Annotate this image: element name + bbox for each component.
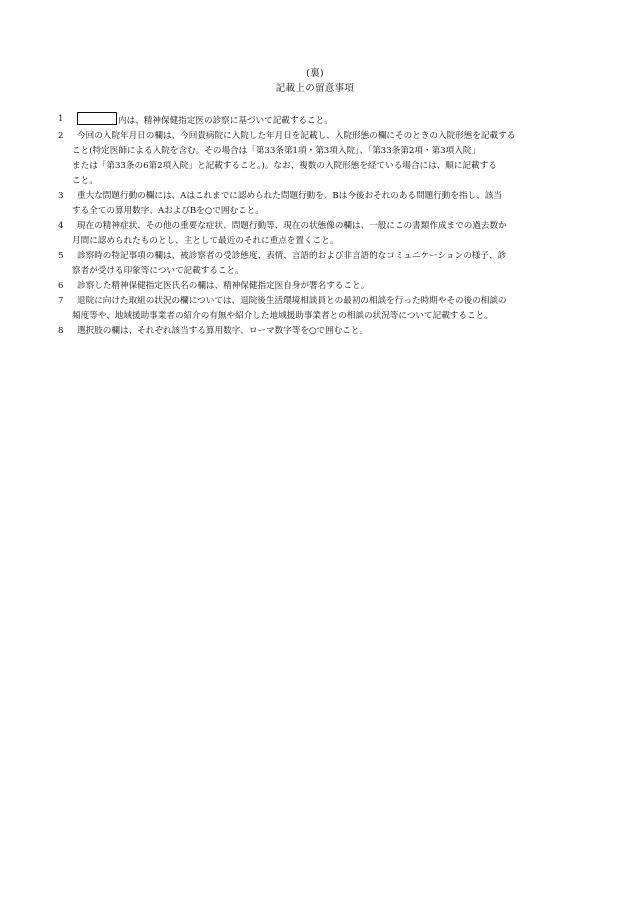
note-text: 内は、精神保健指定医の診察に基づいて記載すること。: [118, 116, 333, 126]
note-text: 診察した精神保健指定医氏名の欄は、精神保健指定医自身が署名すること。: [77, 281, 370, 291]
note-item-8: [58, 324, 588, 339]
page-title: 記載上の留意事項: [275, 83, 355, 94]
note-number: 4: [58, 221, 64, 231]
note-item-7: [58, 294, 588, 324]
note-number: 8: [58, 326, 64, 336]
back-side-label: (裏): [306, 68, 324, 79]
note-item-4: [58, 219, 588, 249]
note-text: 診察時の特記事項の欄は、被診察者の受診態度、表情、言語的および非言語的なコミュニケーションの様子、診 察者が受ける印象等について記載すること。: [72, 251, 507, 276]
note-item-5: [58, 249, 588, 279]
note-text: 退院に向けた取組の状況の欄については、退院後生活環境相談員との最初の相談を行った時期やその後の相談の 頻度等や、地域援助事業者の紹介の有無や紹介した地域援助事業者との相談の状況等について記載すること。: [72, 296, 507, 321]
note-number: 3: [58, 191, 64, 201]
notes-list: [58, 112, 588, 339]
note-text: 選択肢の欄は、それぞれ該当する算用数字、ローマ数字等を○で囲むこと。: [77, 326, 369, 336]
note-number: 1: [58, 114, 64, 124]
note-text: 現在の精神症状、その他の重要な症状、問題行動等、現在の状態像の欄は、一般にこの書類作成までの過去数か 月間に認められたものとし、主として最近のそれに重点を置くこと。: [72, 221, 507, 246]
note-text: 重大な問題行動の欄には、Aはこれまでに認められた問題行動を、Bは今後おそれのある問題行動を指し、該当 する全ての算用数字、AおよびBを○で囲むこと。: [72, 191, 503, 216]
note-number: 5: [58, 251, 64, 261]
note-number: 7: [58, 296, 64, 306]
note-number: 6: [58, 281, 64, 291]
note-item-2: [58, 129, 588, 189]
note-item-3: [58, 189, 588, 219]
blank-box-symbol: [77, 112, 117, 125]
note-item-1: [58, 112, 588, 129]
note-text: 今回の入院年月日の欄は、今回貴病院に入院した年月日を記載し、入院形態の欄にそのときの入院形態を記載する こと(特定医師による入院を含む。その場合は「第33条第1項・第3項入院」、「第33条第2項・第3項入院」 または「第33条の6第2項入院」と記載すること。)。なお、複数の入院形態を経ている場合には、順に記載する こと。: [72, 131, 516, 186]
note-number: 2: [58, 131, 64, 141]
note-item-6: [58, 279, 588, 294]
